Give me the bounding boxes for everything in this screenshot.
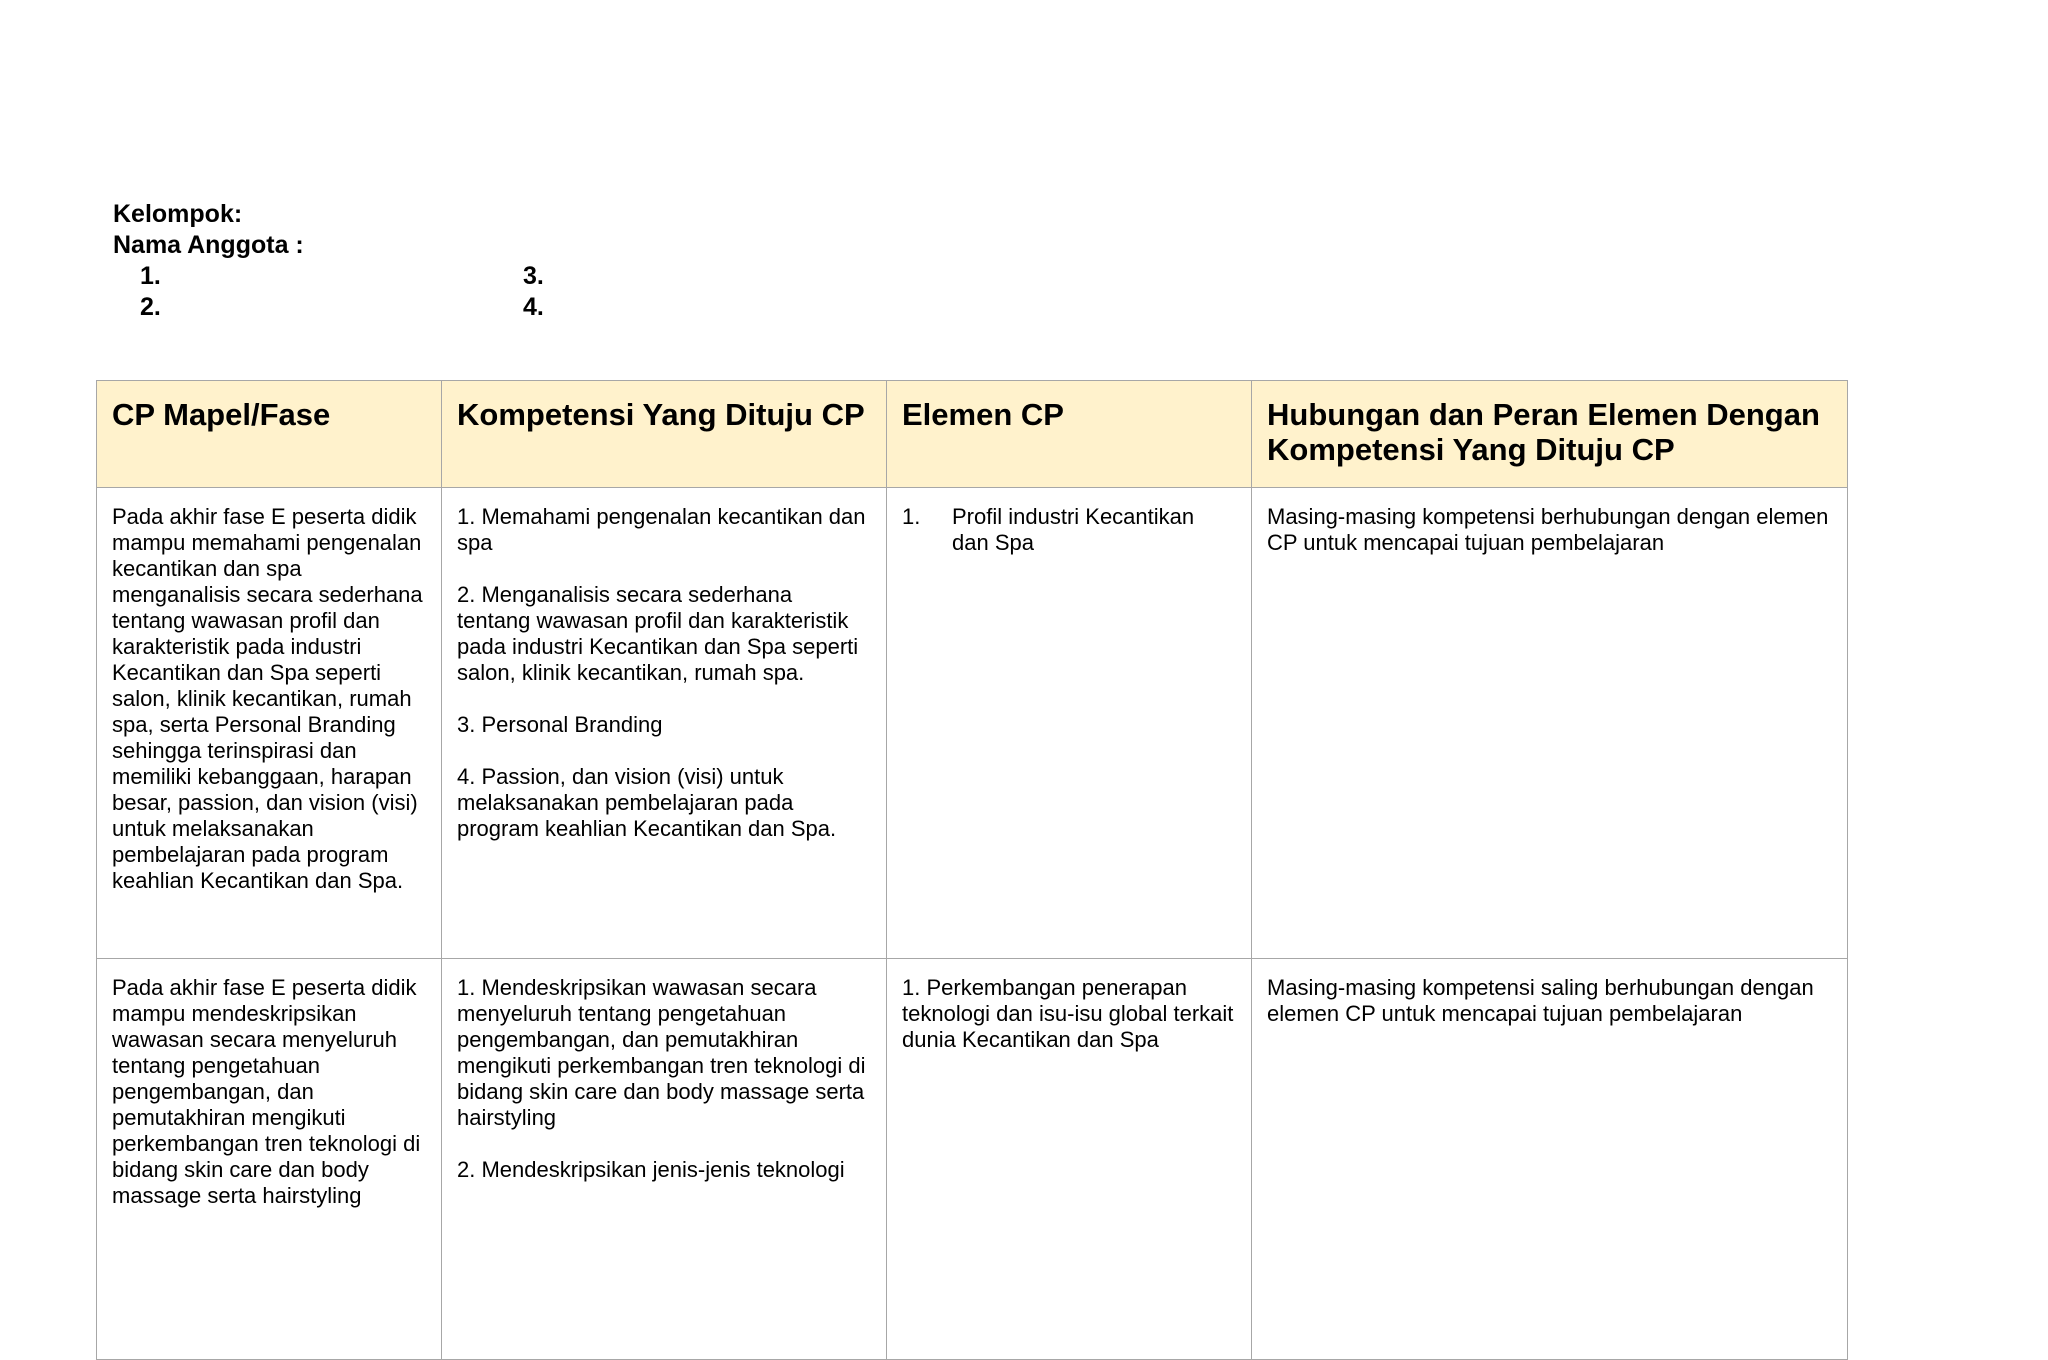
cp-text: Pada akhir fase E peserta didik mampu mendeskripsikan wawasan secara menyeluruh tentang pengetahuan pengembangan, dan pemutakhiran mengikuti perkembangan tren teknologi di bidang skin care dan body massage serta hairstyling [112,975,421,1208]
kompetensi-item: 1. Mendeskripsikan wawasan secara menyeluruh tentang pengetahuan pengembangan, dan pemutakhiran mengikuti perkembangan tren teknologi di bidang skin care dan body massage serta hairstyling [457,975,866,1130]
kompetensi-item: 2. Mendeskripsikan jenis-jenis teknologi [457,1157,845,1182]
elemen-text: 1. Perkembangan penerapan teknologi dan isu-isu global terkait dunia Kecantikan dan Spa [902,975,1234,1052]
cp-cell [97,959,442,1360]
elemen-item [902,504,1236,556]
elemen-cell [887,959,1252,1360]
elemen-cell [887,488,1252,959]
member-4-number: 4. [523,293,544,321]
elemen-item-text: Profil industri Kecantikan dan Spa [952,504,1195,555]
column-header-hubungan: Hubungan dan Peran Elemen Dengan Kompetensi Yang Dituju CP [1252,381,1848,488]
cp-text: Pada akhir fase E peserta didik mampu memahami pengenalan kecantikan dan spa menganalisis secara sederhana tentang wawasan profil dan karakteristik pada industri Kecantikan dan Spa seperti salon, klinik kecantikan, rumah spa, serta Personal Branding sehingga terinspirasi dan memiliki kebanggaan, harapan besar, passion, dan vision (visi) untuk melaksanakan pembelajaran pada program keahlian Kecantikan dan Spa. [112,504,423,893]
hubungan-cell [1252,488,1848,959]
table-row [97,959,1848,1360]
kompetensi-item: 3. Personal Branding [457,712,663,737]
member-3-number: 3. [523,262,544,290]
hubungan-cell [1252,959,1848,1360]
kompetensi-cell [442,488,887,959]
kompetensi-item: 2. Menganalisis secara sederhana tentang wawasan profil dan karakteristik pada industri Kecantikan dan Spa seperti salon, klinik kecantikan, rumah spa. [457,582,859,685]
kelompok-label: Kelompok: [113,200,243,228]
elemen-item-number: 1. [902,504,921,529]
anggota-label: Nama Anggota : [113,231,304,259]
table-row [97,488,1848,959]
column-header-elemen: Elemen CP [887,381,1252,488]
column-header-kompetensi: Kompetensi Yang Dituju CP [442,381,887,488]
kompetensi-cell [442,959,887,1360]
hubungan-text: Masing-masing kompetensi saling berhubungan dengan elemen CP untuk mencapai tujuan pembelajaran [1267,975,1814,1026]
column-header-cp: CP Mapel/Fase [97,381,442,488]
elemen-list [902,504,1236,556]
member-1-number: 1. [140,262,161,290]
kompetensi-item: 1. Memahami pengenalan kecantikan dan spa [457,504,866,555]
member-2-number: 2. [140,293,161,321]
group-info [113,199,304,261]
cp-table [96,380,1848,1360]
cp-cell [97,488,442,959]
hubungan-text: Masing-masing kompetensi berhubungan dengan elemen CP untuk mencapai tujuan pembelajaran [1267,504,1829,555]
kompetensi-item: 4. Passion, dan vision (visi) untuk melaksanakan pembelajaran pada program keahlian Kecantikan dan Spa. [457,764,837,841]
table-header-row [97,381,1848,488]
